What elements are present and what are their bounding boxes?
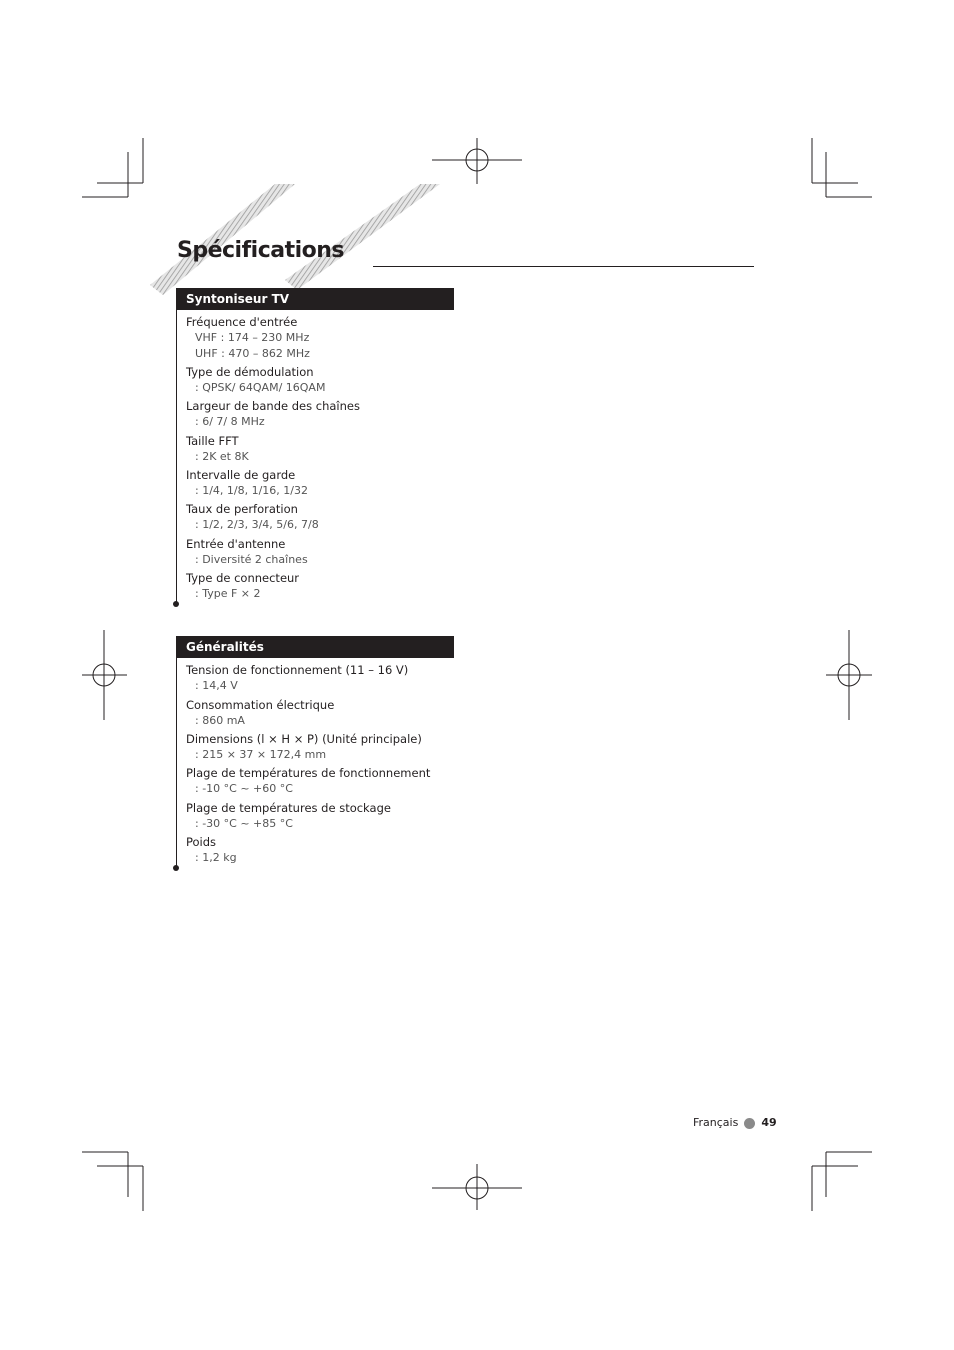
section-tv-tuner bbox=[176, 288, 454, 310]
section-general bbox=[176, 636, 454, 658]
spec-item bbox=[186, 697, 334, 729]
spec-value: VHF : 174 – 230 MHz bbox=[195, 331, 310, 344]
spec-item bbox=[186, 501, 319, 533]
spec-name: Tension de fonctionnement (11 – 16 V) bbox=[186, 663, 409, 677]
spec-value: UHF : 470 – 862 MHz bbox=[195, 347, 310, 360]
spec-item bbox=[186, 398, 360, 430]
spec-name: Consommation électrique bbox=[186, 698, 335, 712]
spec-item bbox=[186, 467, 308, 499]
section-heading: Syntoniseur TV bbox=[176, 288, 454, 310]
spec-value: : Diversité 2 chaînes bbox=[195, 553, 308, 566]
section-rule bbox=[176, 658, 177, 868]
spec-name: Plage de températures de stockage bbox=[186, 801, 391, 815]
spec-name: Taille FFT bbox=[186, 434, 239, 448]
page-footer bbox=[693, 1115, 777, 1131]
page-number: 49 bbox=[761, 1116, 777, 1129]
spec-value: : QPSK/ 64QAM/ 16QAM bbox=[195, 381, 326, 394]
title-rule bbox=[373, 266, 754, 267]
spec-item bbox=[186, 834, 237, 866]
footer-bullet-icon bbox=[744, 1118, 755, 1129]
spec-value: : 860 mA bbox=[195, 714, 245, 727]
spec-item bbox=[186, 364, 325, 396]
spec-item bbox=[186, 536, 308, 568]
spec-name: Poids bbox=[186, 835, 217, 849]
spec-value: : -10 °C ~ +60 °C bbox=[195, 782, 293, 795]
spec-value: : 215 × 37 × 172,4 mm bbox=[195, 748, 327, 761]
spec-name: Intervalle de garde bbox=[186, 468, 296, 482]
spec-name: Taux de perforation bbox=[186, 502, 298, 516]
spec-value: : 6/ 7/ 8 MHz bbox=[195, 415, 265, 428]
spec-value: : 1/4, 1/8, 1/16, 1/32 bbox=[195, 484, 308, 497]
spec-value: : 2K et 8K bbox=[195, 450, 249, 463]
section-rule bbox=[176, 310, 177, 604]
spec-value: : 1,2 kg bbox=[195, 851, 237, 864]
spec-value: : Type F × 2 bbox=[195, 587, 261, 600]
spec-item bbox=[186, 314, 310, 362]
spec-item bbox=[186, 765, 430, 797]
section-heading: Généralités bbox=[176, 636, 454, 658]
section-end-dot bbox=[173, 865, 179, 871]
spec-item bbox=[186, 800, 391, 832]
spec-name: Plage de températures de fonctionnement bbox=[186, 766, 431, 780]
spec-name: Entrée d'antenne bbox=[186, 537, 286, 551]
page-title: Spécifications bbox=[177, 238, 345, 263]
spec-value: : 1/2, 2/3, 3/4, 5/6, 7/8 bbox=[195, 518, 319, 531]
spec-value: : -30 °C ~ +85 °C bbox=[195, 817, 293, 830]
spec-name: Largeur de bande des chaînes bbox=[186, 399, 360, 413]
footer-language: Français bbox=[693, 1116, 739, 1129]
section-end-dot bbox=[173, 601, 179, 607]
spec-name: Type de connecteur bbox=[186, 571, 300, 585]
spec-item bbox=[186, 570, 299, 602]
spec-item bbox=[186, 433, 249, 465]
spec-name: Fréquence d'entrée bbox=[186, 315, 298, 329]
spec-value: : 14,4 V bbox=[195, 679, 238, 692]
spec-item bbox=[186, 731, 422, 763]
spec-item bbox=[186, 662, 408, 694]
spec-name: Dimensions (l × H × P) (Unité principale) bbox=[186, 732, 422, 746]
spec-name: Type de démodulation bbox=[186, 365, 314, 379]
